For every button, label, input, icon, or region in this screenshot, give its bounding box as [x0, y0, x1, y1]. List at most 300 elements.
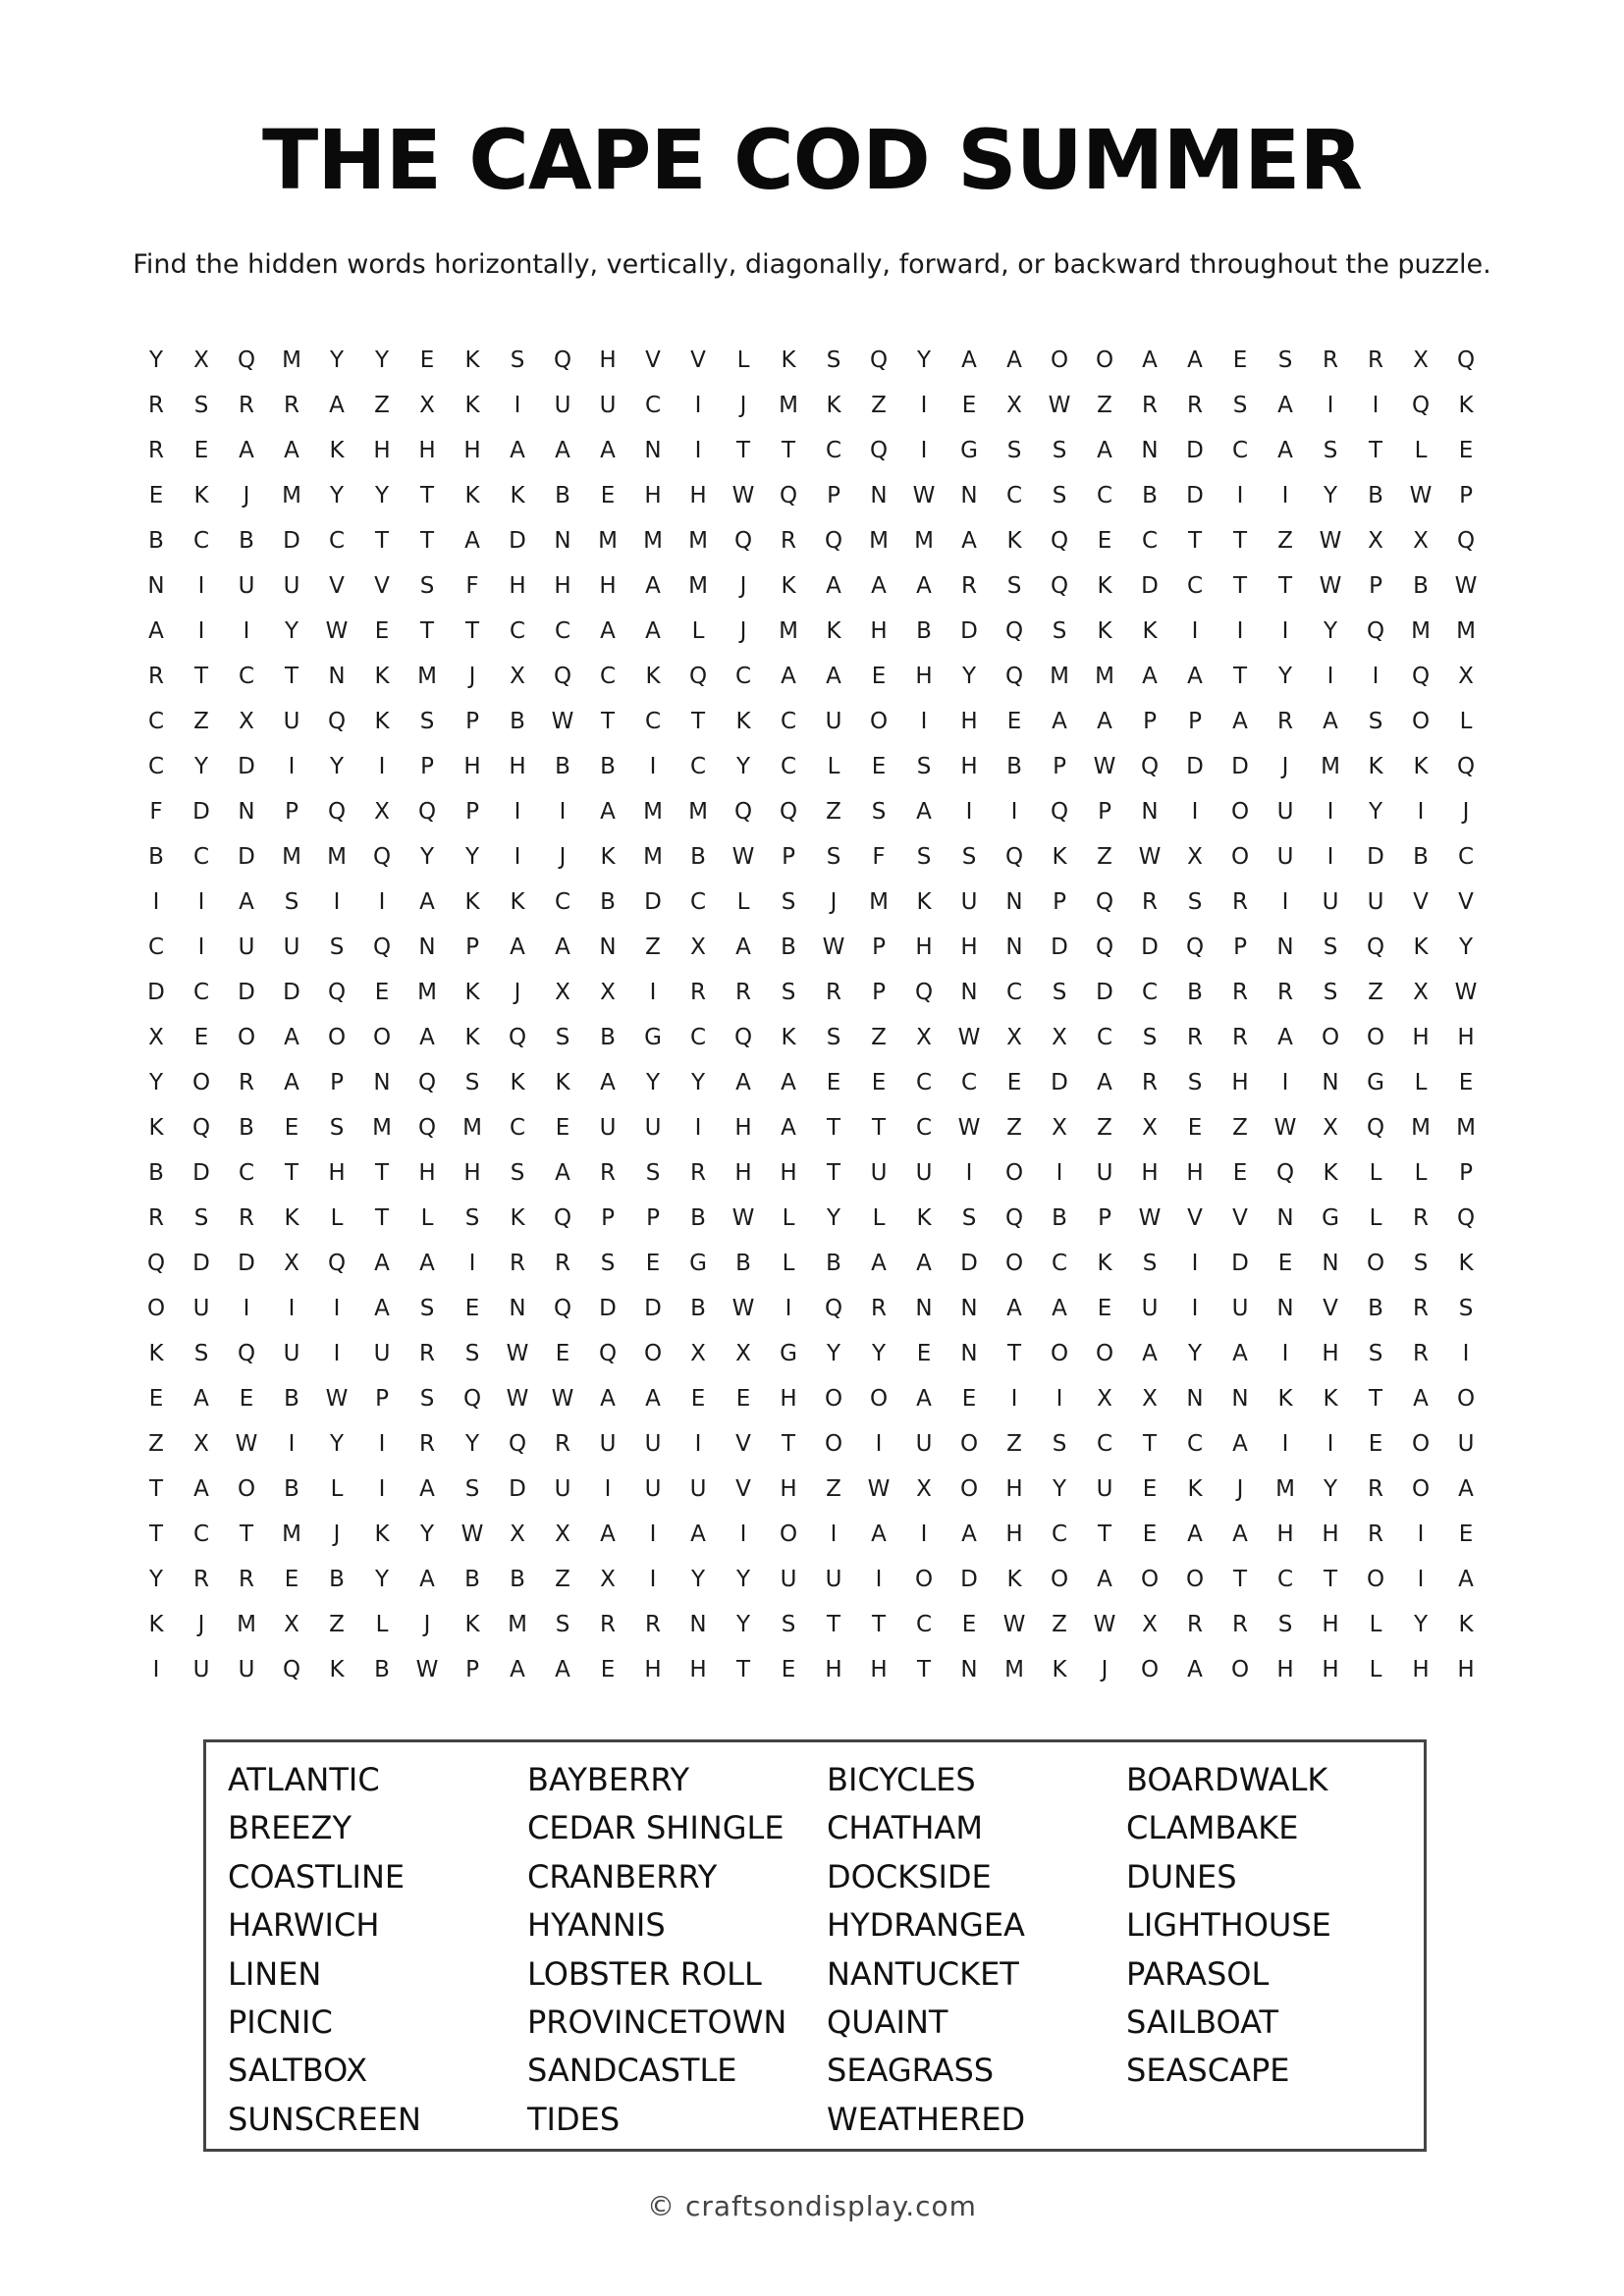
grid-letter: K — [1097, 1251, 1112, 1276]
grid-letter: B — [284, 1386, 299, 1412]
grid-letter: S — [464, 1341, 480, 1366]
grid-letter: K — [826, 618, 841, 644]
grid-letter: I — [1010, 799, 1018, 825]
grid-letter: Q — [327, 799, 347, 825]
grid-letter: X — [735, 1341, 751, 1366]
grid-letter: D — [192, 1251, 210, 1276]
grid-letter: Y — [148, 1070, 164, 1095]
grid-letter: U — [373, 1341, 391, 1366]
grid-letter: R — [555, 1431, 570, 1457]
word-search-grid — [134, 338, 1489, 1692]
grid-letter: H — [780, 1386, 797, 1412]
grid-letter: Q — [237, 1341, 256, 1366]
grid-letter: O — [1366, 1025, 1385, 1050]
grid-letter: C — [825, 438, 842, 463]
grid-letter: S — [1142, 1025, 1158, 1050]
grid-letter: L — [827, 754, 840, 779]
grid-letter: S — [193, 1341, 209, 1366]
grid-letter: W — [1273, 1115, 1297, 1141]
grid-row — [134, 880, 1489, 925]
grid-letter: Q — [1140, 754, 1160, 779]
grid-letter: S — [961, 844, 977, 870]
word-bank-item: CLAMBAKE — [1126, 1809, 1299, 1847]
grid-letter: A — [239, 438, 254, 463]
word-bank-item: NANTUCKET — [827, 1954, 1019, 1993]
grid-letter: D — [960, 618, 978, 644]
grid-letter: S — [193, 393, 209, 418]
grid-letter: T — [1368, 438, 1383, 463]
grid-letter: H — [1276, 1522, 1294, 1547]
grid-letter: X — [419, 393, 435, 418]
grid-letter: H — [870, 618, 888, 644]
grid-letter: P — [1098, 799, 1111, 825]
grid-letter: Q — [508, 1431, 527, 1457]
grid-letter: H — [418, 438, 436, 463]
grid-letter: I — [694, 438, 702, 463]
grid-letter: V — [1413, 889, 1429, 915]
grid-letter: R — [1187, 393, 1203, 418]
grid-letter: I — [1281, 889, 1289, 915]
grid-letter: K — [735, 709, 751, 734]
grid-letter: E — [239, 1386, 254, 1412]
grid-letter: Q — [914, 980, 934, 1005]
grid-letter: C — [915, 1070, 933, 1095]
grid-letter: X — [1142, 1115, 1158, 1141]
grid-letter: T — [148, 1522, 164, 1547]
grid-letter: V — [690, 347, 706, 373]
grid-row — [134, 1241, 1489, 1286]
grid-letter: M — [462, 1115, 482, 1141]
grid-letter: I — [920, 393, 928, 418]
grid-letter: E — [555, 1115, 570, 1141]
grid-letter: C — [599, 664, 617, 689]
grid-letter: R — [148, 438, 164, 463]
grid-letter: S — [826, 1025, 841, 1050]
grid-letter: B — [1413, 573, 1429, 599]
grid-letter: K — [555, 1070, 570, 1095]
grid-letter: I — [197, 573, 205, 599]
grid-letter: E — [1006, 1070, 1022, 1095]
grid-letter: X — [193, 1431, 209, 1457]
grid-letter: Z — [1097, 393, 1112, 418]
grid-letter: J — [468, 664, 476, 689]
grid-letter: H — [734, 1160, 752, 1186]
grid-letter: A — [961, 347, 977, 373]
grid-letter: H — [1322, 1612, 1339, 1637]
grid-letter: E — [1232, 1160, 1248, 1186]
grid-letter: N — [1322, 1070, 1339, 1095]
grid-letter: S — [600, 1251, 616, 1276]
word-bank-item: ATLANTIC — [228, 1761, 380, 1798]
grid-letter: B — [1006, 754, 1022, 779]
grid-letter: H — [373, 438, 391, 463]
grid-letter: L — [1414, 438, 1428, 463]
grid-letter: Q — [146, 1251, 166, 1276]
grid-letter: R — [690, 980, 706, 1005]
grid-letter: C — [780, 754, 797, 779]
grid-letter: D — [599, 1296, 617, 1321]
grid-letter: Q — [327, 709, 347, 734]
grid-letter: A — [329, 393, 345, 418]
grid-letter: B — [600, 889, 616, 915]
grid-letter: H — [960, 709, 978, 734]
grid-letter: Y — [690, 1070, 706, 1095]
page-title: THE CAPE COD SUMMER — [261, 112, 1363, 208]
grid-letter: A — [1232, 1522, 1248, 1547]
grid-letter: R — [600, 1160, 616, 1186]
grid-letter: B — [600, 1025, 616, 1050]
grid-letter: O — [237, 1025, 256, 1050]
grid-letter: Q — [553, 1205, 572, 1231]
grid-letter: E — [735, 1386, 751, 1412]
grid-letter: T — [284, 664, 299, 689]
grid-letter: B — [148, 844, 164, 870]
grid-letter: O — [1140, 1567, 1160, 1592]
grid-letter: H — [1322, 1341, 1339, 1366]
grid-letter: Q — [1185, 934, 1205, 960]
grid-letter: W — [1048, 393, 1071, 418]
grid-letter: T — [916, 1657, 932, 1682]
grid-letter: C — [689, 754, 707, 779]
grid-letter: I — [920, 1522, 928, 1547]
grid-letter: H — [1276, 1657, 1294, 1682]
grid-letter: H — [1005, 1476, 1023, 1502]
grid-letter: L — [1369, 1160, 1382, 1186]
grid-letter: A — [1142, 347, 1158, 373]
grid-letter: Q — [688, 664, 708, 689]
grid-letter: A — [555, 1657, 570, 1682]
grid-row — [134, 1557, 1489, 1602]
grid-letter: O — [1411, 1431, 1431, 1457]
grid-letter: Y — [645, 1070, 661, 1095]
grid-letter: I — [1326, 664, 1334, 689]
grid-letter: Q — [327, 980, 347, 1005]
grid-letter: C — [1276, 1567, 1294, 1592]
grid-letter: X — [1413, 347, 1429, 373]
grid-letter: M — [1411, 1115, 1431, 1141]
grid-letter: M — [598, 528, 618, 554]
grid-letter: D — [1367, 844, 1384, 870]
grid-letter: H — [734, 1115, 752, 1141]
grid-letter: R — [510, 1251, 525, 1276]
grid-letter: I — [378, 1431, 386, 1457]
grid-letter: S — [1458, 1296, 1474, 1321]
grid-letter: E — [600, 1657, 616, 1682]
grid-letter: P — [1053, 754, 1066, 779]
grid-letter: W — [325, 1386, 349, 1412]
grid-letter: W — [731, 1205, 755, 1231]
grid-letter: P — [872, 934, 886, 960]
grid-letter: H — [599, 347, 617, 373]
grid-letter: X — [1142, 1386, 1158, 1412]
grid-row — [134, 563, 1489, 609]
grid-letter: S — [961, 1205, 977, 1231]
grid-letter: D — [509, 1476, 526, 1502]
grid-letter: I — [333, 889, 341, 915]
grid-letter: K — [916, 1205, 932, 1231]
grid-letter: E — [871, 1070, 887, 1095]
grid-letter: I — [1281, 1070, 1289, 1095]
grid-letter: U — [1367, 889, 1384, 915]
grid-letter: W — [822, 934, 845, 960]
grid-letter: M — [1456, 1115, 1476, 1141]
grid-letter: X — [284, 1251, 299, 1276]
grid-letter: Z — [1097, 844, 1112, 870]
grid-letter: E — [690, 1386, 706, 1412]
grid-letter: C — [1051, 1522, 1068, 1547]
grid-letter: E — [916, 1341, 932, 1366]
grid-letter: C — [1051, 1251, 1068, 1276]
word-bank-item: SUNSCREEN — [228, 2100, 421, 2138]
grid-letter: Z — [1097, 1115, 1112, 1141]
grid-letter: K — [374, 664, 390, 689]
grid-letter: I — [1281, 1341, 1289, 1366]
grid-letter: O — [1050, 347, 1069, 373]
grid-letter: G — [1367, 1070, 1384, 1095]
grid-letter: A — [1097, 1567, 1112, 1592]
grid-letter: H — [960, 754, 978, 779]
grid-letter: O — [1230, 844, 1250, 870]
grid-letter: C — [644, 393, 662, 418]
grid-letter: U — [192, 1296, 210, 1321]
grid-letter: I — [288, 1431, 296, 1457]
grid-letter: R — [826, 980, 841, 1005]
grid-letter: Y — [464, 844, 480, 870]
grid-letter: Q — [417, 799, 437, 825]
grid-letter: Y — [329, 754, 345, 779]
grid-letter: W — [867, 1476, 891, 1502]
grid-letter: U — [238, 573, 255, 599]
grid-letter: M — [643, 844, 663, 870]
word-bank-item: SALTBOX — [228, 2052, 368, 2090]
grid-letter: T — [826, 1160, 841, 1186]
grid-letter: A — [419, 1476, 435, 1502]
grid-letter: I — [1372, 664, 1380, 689]
grid-letter: C — [915, 1612, 933, 1637]
grid-letter: K — [510, 889, 525, 915]
grid-letter: K — [464, 980, 480, 1005]
grid-letter: A — [510, 934, 525, 960]
grid-letter: Q — [1456, 1205, 1476, 1231]
grid-letter: P — [1369, 573, 1382, 599]
word-bank-item: PARASOL — [1126, 1954, 1270, 1993]
grid-letter: A — [464, 528, 480, 554]
grid-letter: I — [197, 889, 205, 915]
grid-letter: U — [283, 1341, 300, 1366]
grid-letter: E — [284, 1567, 299, 1592]
grid-letter: O — [824, 1386, 843, 1412]
grid-letter: C — [1005, 980, 1023, 1005]
grid-letter: I — [1417, 799, 1425, 825]
grid-letter: A — [1097, 438, 1112, 463]
grid-letter: U — [644, 1431, 662, 1457]
grid-letter: I — [1191, 1251, 1199, 1276]
grid-row — [134, 338, 1489, 383]
grid-letter: B — [510, 1567, 525, 1592]
grid-letter: O — [824, 1431, 843, 1457]
grid-letter: D — [238, 980, 255, 1005]
grid-letter: R — [1323, 347, 1338, 373]
grid-letter: B — [239, 528, 254, 554]
grid-letter: Q — [553, 1296, 572, 1321]
grid-letter: Y — [464, 1431, 480, 1457]
grid-letter: T — [1368, 1386, 1383, 1412]
grid-letter: Q — [733, 1025, 753, 1050]
word-bank-item: HYDRANGEA — [827, 1906, 1025, 1945]
grid-letter: D — [283, 980, 300, 1005]
grid-letter: X — [1323, 1115, 1338, 1141]
word-bank-item: BREEZY — [228, 1809, 352, 1847]
grid-letter: D — [1186, 754, 1204, 779]
grid-letter: Q — [1456, 528, 1476, 554]
grid-letter: I — [1417, 1522, 1425, 1547]
grid-letter: W — [1454, 573, 1478, 599]
grid-letter: A — [555, 934, 570, 960]
grid-letter: E — [193, 438, 209, 463]
grid-letter: W — [1319, 573, 1342, 599]
grid-letter: T — [871, 1115, 887, 1141]
grid-letter: N — [1231, 1386, 1249, 1412]
grid-letter: O — [869, 1386, 889, 1412]
grid-letter: E — [1277, 1251, 1293, 1276]
grid-letter: H — [915, 664, 933, 689]
grid-letter: K — [1458, 1612, 1474, 1637]
grid-letter: H — [1457, 1657, 1475, 1682]
grid-letter: N — [1005, 934, 1023, 960]
grid-letter: H — [418, 1160, 436, 1186]
grid-letter: Y — [193, 754, 209, 779]
grid-letter: R — [1187, 1025, 1203, 1050]
grid-letter: Q — [553, 347, 572, 373]
grid-letter: J — [1462, 799, 1470, 825]
grid-letter: M — [417, 980, 437, 1005]
grid-letter: I — [1281, 483, 1289, 508]
grid-letter: Q — [417, 1115, 437, 1141]
grid-letter: X — [1187, 844, 1203, 870]
word-bank-item: BAYBERRY — [527, 1761, 690, 1798]
grid-letter: Y — [1187, 1341, 1203, 1366]
grid-letter: Y — [374, 1567, 390, 1592]
grid-letter: H — [1412, 1657, 1430, 1682]
grid-letter: S — [1006, 573, 1022, 599]
grid-letter: W — [731, 1296, 755, 1321]
grid-letter: O — [1230, 1657, 1250, 1682]
grid-letter: L — [1459, 709, 1473, 734]
grid-letter: I — [875, 1567, 883, 1592]
grid-letter: M — [869, 528, 889, 554]
grid-letter: V — [329, 573, 345, 599]
grid-letter: Y — [329, 347, 345, 373]
grid-letter: A — [600, 1070, 616, 1095]
grid-letter: Q — [1004, 664, 1024, 689]
grid-letter: K — [1413, 934, 1429, 960]
grid-letter: S — [1232, 393, 1248, 418]
grid-letter: N — [870, 483, 888, 508]
grid-letter: E — [1458, 1070, 1474, 1095]
grid-letter: W — [460, 1522, 484, 1547]
grid-letter: A — [600, 1386, 616, 1412]
grid-letter: K — [1277, 1386, 1293, 1412]
grid-letter: A — [193, 1476, 209, 1502]
grid-letter: I — [875, 1431, 883, 1457]
grid-letter: S — [1277, 347, 1293, 373]
grid-letter: S — [555, 1612, 570, 1637]
grid-letter: J — [739, 573, 747, 599]
grid-letter: X — [600, 1567, 616, 1592]
grid-letter: Y — [735, 1567, 751, 1592]
grid-letter: O — [779, 1522, 798, 1547]
grid-letter: Q — [237, 347, 256, 373]
grid-letter: B — [1187, 980, 1203, 1005]
grid-letter: I — [604, 1476, 612, 1502]
grid-letter: A — [1187, 1522, 1203, 1547]
grid-letter: C — [689, 889, 707, 915]
grid-letter: N — [1141, 438, 1159, 463]
grid-letter: L — [420, 1205, 434, 1231]
grid-letter: L — [872, 1205, 886, 1231]
grid-letter: R — [1187, 1612, 1203, 1637]
grid-letter: Q — [417, 1070, 437, 1095]
grid-letter: X — [510, 664, 525, 689]
grid-letter: I — [152, 889, 160, 915]
grid-letter: O — [1321, 1025, 1340, 1050]
grid-letter: G — [780, 1341, 797, 1366]
grid-letter: S — [1323, 934, 1338, 960]
grid-letter: N — [960, 980, 978, 1005]
grid-letter: Y — [419, 1522, 435, 1547]
grid-letter: N — [1141, 799, 1159, 825]
grid-letter: O — [1366, 1567, 1385, 1592]
grid-letter: E — [148, 1386, 164, 1412]
grid-letter: R — [781, 528, 796, 554]
grid-letter: B — [555, 754, 570, 779]
grid-letter: M — [1456, 618, 1476, 644]
grid-row — [134, 1421, 1489, 1467]
grid-letter: P — [1188, 709, 1202, 734]
grid-letter: N — [960, 1657, 978, 1682]
grid-letter: A — [1142, 664, 1158, 689]
grid-letter: C — [1141, 980, 1159, 1005]
grid-letter: K — [464, 1025, 480, 1050]
grid-letter: Q — [1004, 618, 1024, 644]
grid-letter: Q — [1095, 889, 1114, 915]
grid-letter: W — [415, 1657, 439, 1682]
word-bank-item: PICNIC — [228, 2002, 333, 2041]
grid-letter: P — [1233, 934, 1247, 960]
grid-letter: N — [1276, 1205, 1294, 1231]
grid-letter: Y — [871, 1341, 887, 1366]
grid-letter: U — [599, 393, 617, 418]
grid-letter: S — [419, 709, 435, 734]
footer-credit: © craftsondisplay.com — [647, 2190, 977, 2222]
grid-letter: A — [1413, 1386, 1429, 1412]
grid-letter: M — [643, 799, 663, 825]
grid-letter: H — [915, 934, 933, 960]
grid-letter: S — [871, 799, 887, 825]
grid-letter: Q — [1004, 844, 1024, 870]
grid-letter: N — [554, 528, 571, 554]
grid-letter: R — [1368, 347, 1383, 373]
grid-letter: O — [237, 1476, 256, 1502]
grid-letter: J — [514, 980, 521, 1005]
grid-letter: I — [920, 709, 928, 734]
grid-letter: N — [644, 438, 662, 463]
grid-letter: T — [690, 709, 706, 734]
grid-letter: S — [1323, 438, 1338, 463]
grid-letter: J — [423, 1612, 431, 1637]
grid-letter: C — [147, 754, 165, 779]
grid-letter: I — [243, 1296, 250, 1321]
